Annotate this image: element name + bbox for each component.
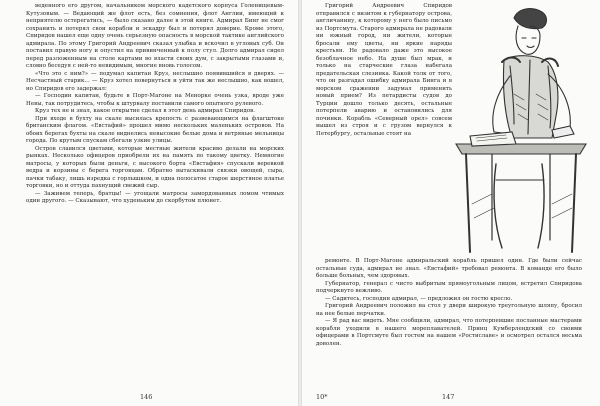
- signature-mark: 10*: [316, 393, 328, 401]
- paragraph: Остров славился цветами, которые местные жители красиво делали на морских рынках. Несколько офицеров приобрели их на память по такому цветку. Немногие матросы, у которых были деньги, с высокого борта «Евстафия» спускали веревкой ведра и корзины с берега торговцам. Обратно вытаскивали связки овощей, сыра, пачки табаку, лишь изредка с горлышком, и одна полосатое старое шерстяное платье торговки, но и оттуда пахнущий свежий сыр.: [26, 145, 284, 189]
- paragraph: — Садитесь, господин адмирал, — предложил он гостю кресло.: [325, 295, 513, 302]
- illustration-admiral-at-table: [452, 4, 590, 256]
- page-number: 146: [140, 393, 153, 401]
- paragraph: — Заживем теперь, братцы! — угощали матросы замордованных ломом чтимых один другого. — Сказывают, что худеньким до скорбутом плюнет.: [26, 190, 284, 204]
- paragraph: Григорий Андреевич Спиридов отправился с визитом к губернатору острова, англичанину, к которому у него было письмо из Портсмута. Старого адмирала не радовали ни южный город, ни жители, которые бросали ему цветы, ни яркие наряды крестьян. Не радовало даже это высокое безоблачное небо. На душе был мрак, и только на старческие глаза набегала предательская слезинка. Какой толк от того, что он разгадал ошибку адмирала Бинга и в морском сражении задумал применить новый прием? Из петардисты судов до Турции дошло только десять, остальные потерпели аварию и остановились для починки. Корабль «Северный орел» совсем вышел из строя и с грузом вернулся к Петербургу, остальные стоят на: [316, 3, 452, 137]
- right-page-text-column: [316, 3, 452, 258]
- right-page: [302, 0, 600, 406]
- paragraph: Круз тех не и знал, какое открытие сделал в этот день адмирал Спиридов.: [35, 108, 255, 114]
- paragraph: «Что это с ним?» — подумал капитан Круз, неслышно появившийся в дверях. — Несчастный старик... — Круз хотел повернуться и уйти так же неслышно, как вошел, но Спиридов его задержал:: [26, 70, 284, 92]
- paragraph: Григорий Андреевич положил на стол у двери широкую треугольную шляпу, бросил на нее белые перчатки.: [316, 303, 582, 317]
- paragraph: Губернатор, генерал с чисто выбритым прямоугольным лицом, встретил Спиридова подчеркнуто вежливо.: [316, 280, 582, 294]
- paragraph: ремонте. В Порт-Магоне адмиральский корабль пришел один. Где были сейчас остальные суда, адмирал не знал. «Евстафий» требовал ремонта. В команде его было больше больных, чем здоровых.: [316, 258, 582, 279]
- right-page-text-full: [316, 258, 582, 390]
- paragraph: — Господин капитан, будьте в Порт-Магоне на Менорке очень узка, вроде уже Невы, так потрудитесь, чтобы к штурвалу поставили самого опытного рулевого.: [26, 93, 284, 107]
- left-page-text: [26, 3, 284, 389]
- paragraph: веденного его другом, начальником морского кадетского корпуса Голенищевым-Кутузовым. — Ведающий же флот есть, без сомнения, флот Англии, имеющий к неприятелю остерегатись, — было сказано далее в этой книге. Адмирал Бинг не смог сохранить и потерял свои корабли и эскадру был и потерял доверие. Кроме этого, Спиридов нашел еще одну очень серьезную опасность в морской тактике английского адмирала. По этому Григорий Андреевич сказал улыбка и вскочил в угловых суб. Он поставил правую ногу и опустил на привинченный к полу стул. Долго адмирал сидел перед разложенным на столе картами во власти своих дум, с закрытыми глазами и, словно беседуя с ней-то невидимым, многие вновь голосом.: [26, 3, 284, 69]
- paragraph: — Я рад вас видеть. Мне сообщили, адмирал, что потерпевшие посланные мастерами корабли уходили в нашего мореплавателей. Принц Кумберлендский со своими офицерами в Портсмуте был гостем на нашем «Ростиславе» и осмотрел остался весьма доволен.: [316, 318, 582, 347]
- paragraph: При входе в бухту на скале высилась крепость с развевающимся на флагштоке британским флагом. «Евстафий» прошел мимо нескольких маленьких островов. На обоих берегах бухты на скале виднелись невысокие белые дома и ветряные мельницы города. По крутым спускам сбегали узкие улицы.: [26, 115, 284, 144]
- left-page: [0, 0, 298, 406]
- page-number: 147: [442, 393, 455, 401]
